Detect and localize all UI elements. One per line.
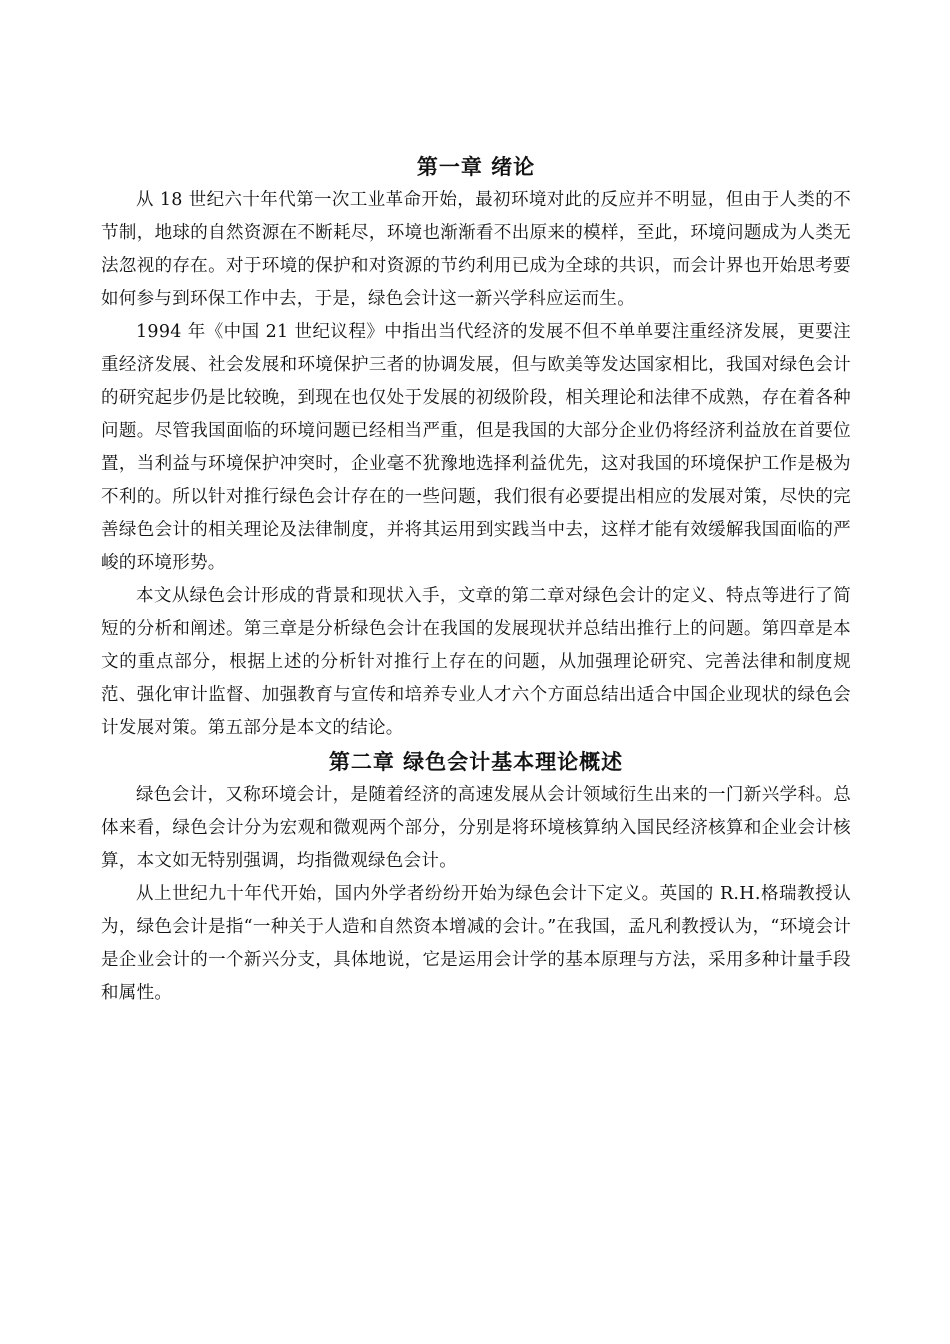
chapter-1-section [101, 150, 851, 745]
chapter-1-paragraph-1: 从 18 世纪六十年代第一次工业革命开始，最初环境对此的反应并不明显，但由于人类的不节制，地球的自然资源在不断耗尽，环境也渐渐看不出原来的模样，至此，环境问题成为人类无法忽视的存在。对于环境的保护和对资源的节约利用已成为全球的共识，而会计界也开始思考要如何参与到环保工作中去，于是，绿色会计这一新兴学科应运而生。 [101, 190, 851, 309]
chapter-2-paragraph-2: 从上世纪九十年代开始，国内外学者纷纷开始为绿色会计下定义。英国的 R.H.格瑞教授认为，绿色会计是指“一种关于人造和自然资本增减的会计。”在我国，孟凡利教授认为，“环境会计是企业会计的一个新兴分支，具体地说，它是运用会计学的基本原理与方法，采用多种计量手段和属性。 [101, 884, 851, 1003]
chapter-2-title: 第二章 绿色会计基本理论概述 [328, 750, 624, 774]
document-body [101, 150, 851, 1010]
chapter-1-title: 第一章 绪论 [416, 155, 536, 179]
chapter-1-paragraph-3: 本文从绿色会计形成的背景和现状入手，文章的第二章对绿色会计的定义、特点等进行了简短的分析和阐述。第三章是分析绿色会计在我国的发展现状并总结出推行上的问题。第四章是本文的重点部分，根据上述的分析针对推行上存在的问题，从加强理论研究、完善法律和制度规范、强化审计监督、加强教育与宣传和培养专业人才六个方面总结出适合中国企业现状的绿色会计发展对策。第五部分是本文的结论。 [101, 586, 851, 738]
chapter-2-paragraph-1: 绿色会计，又称环境会计，是随着经济的高速发展从会计领域衍生出来的一门新兴学科。总体来看，绿色会计分为宏观和微观两个部分，分别是将环境核算纳入国民经济核算和企业会计核算，本文如无特别强调，均指微观绿色会计。 [101, 785, 851, 871]
chapter-1-paragraph-2: 1994 年《中国 21 世纪议程》中指出当代经济的发展不但不单单要注重经济发展，更要注重经济发展、社会发展和环境保护三者的协调发展，但与欧美等发达国家相比，我国对绿色会计的研究起步仍是比较晚，到现在也仅处于发展的初级阶段，相关理论和法律不成熟，存在着各种问题。尽管我国面临的环境问题已经相当严重，但是我国的大部分企业仍将经济利益放在首要位置，当利益与环境保护冲突时，企业毫不犹豫地选择利益优先，这对我国的环境保护工作是极为不利的。所以针对推行绿色会计存在的一些问题，我们很有必要提出相应的发展对策，尽快的完善绿色会计的相关理论及法律制度，并将其运用到实践当中去，这样才能有效缓解我国面临的严峻的环境形势。 [101, 322, 851, 573]
chapter-2-section [101, 745, 851, 1010]
